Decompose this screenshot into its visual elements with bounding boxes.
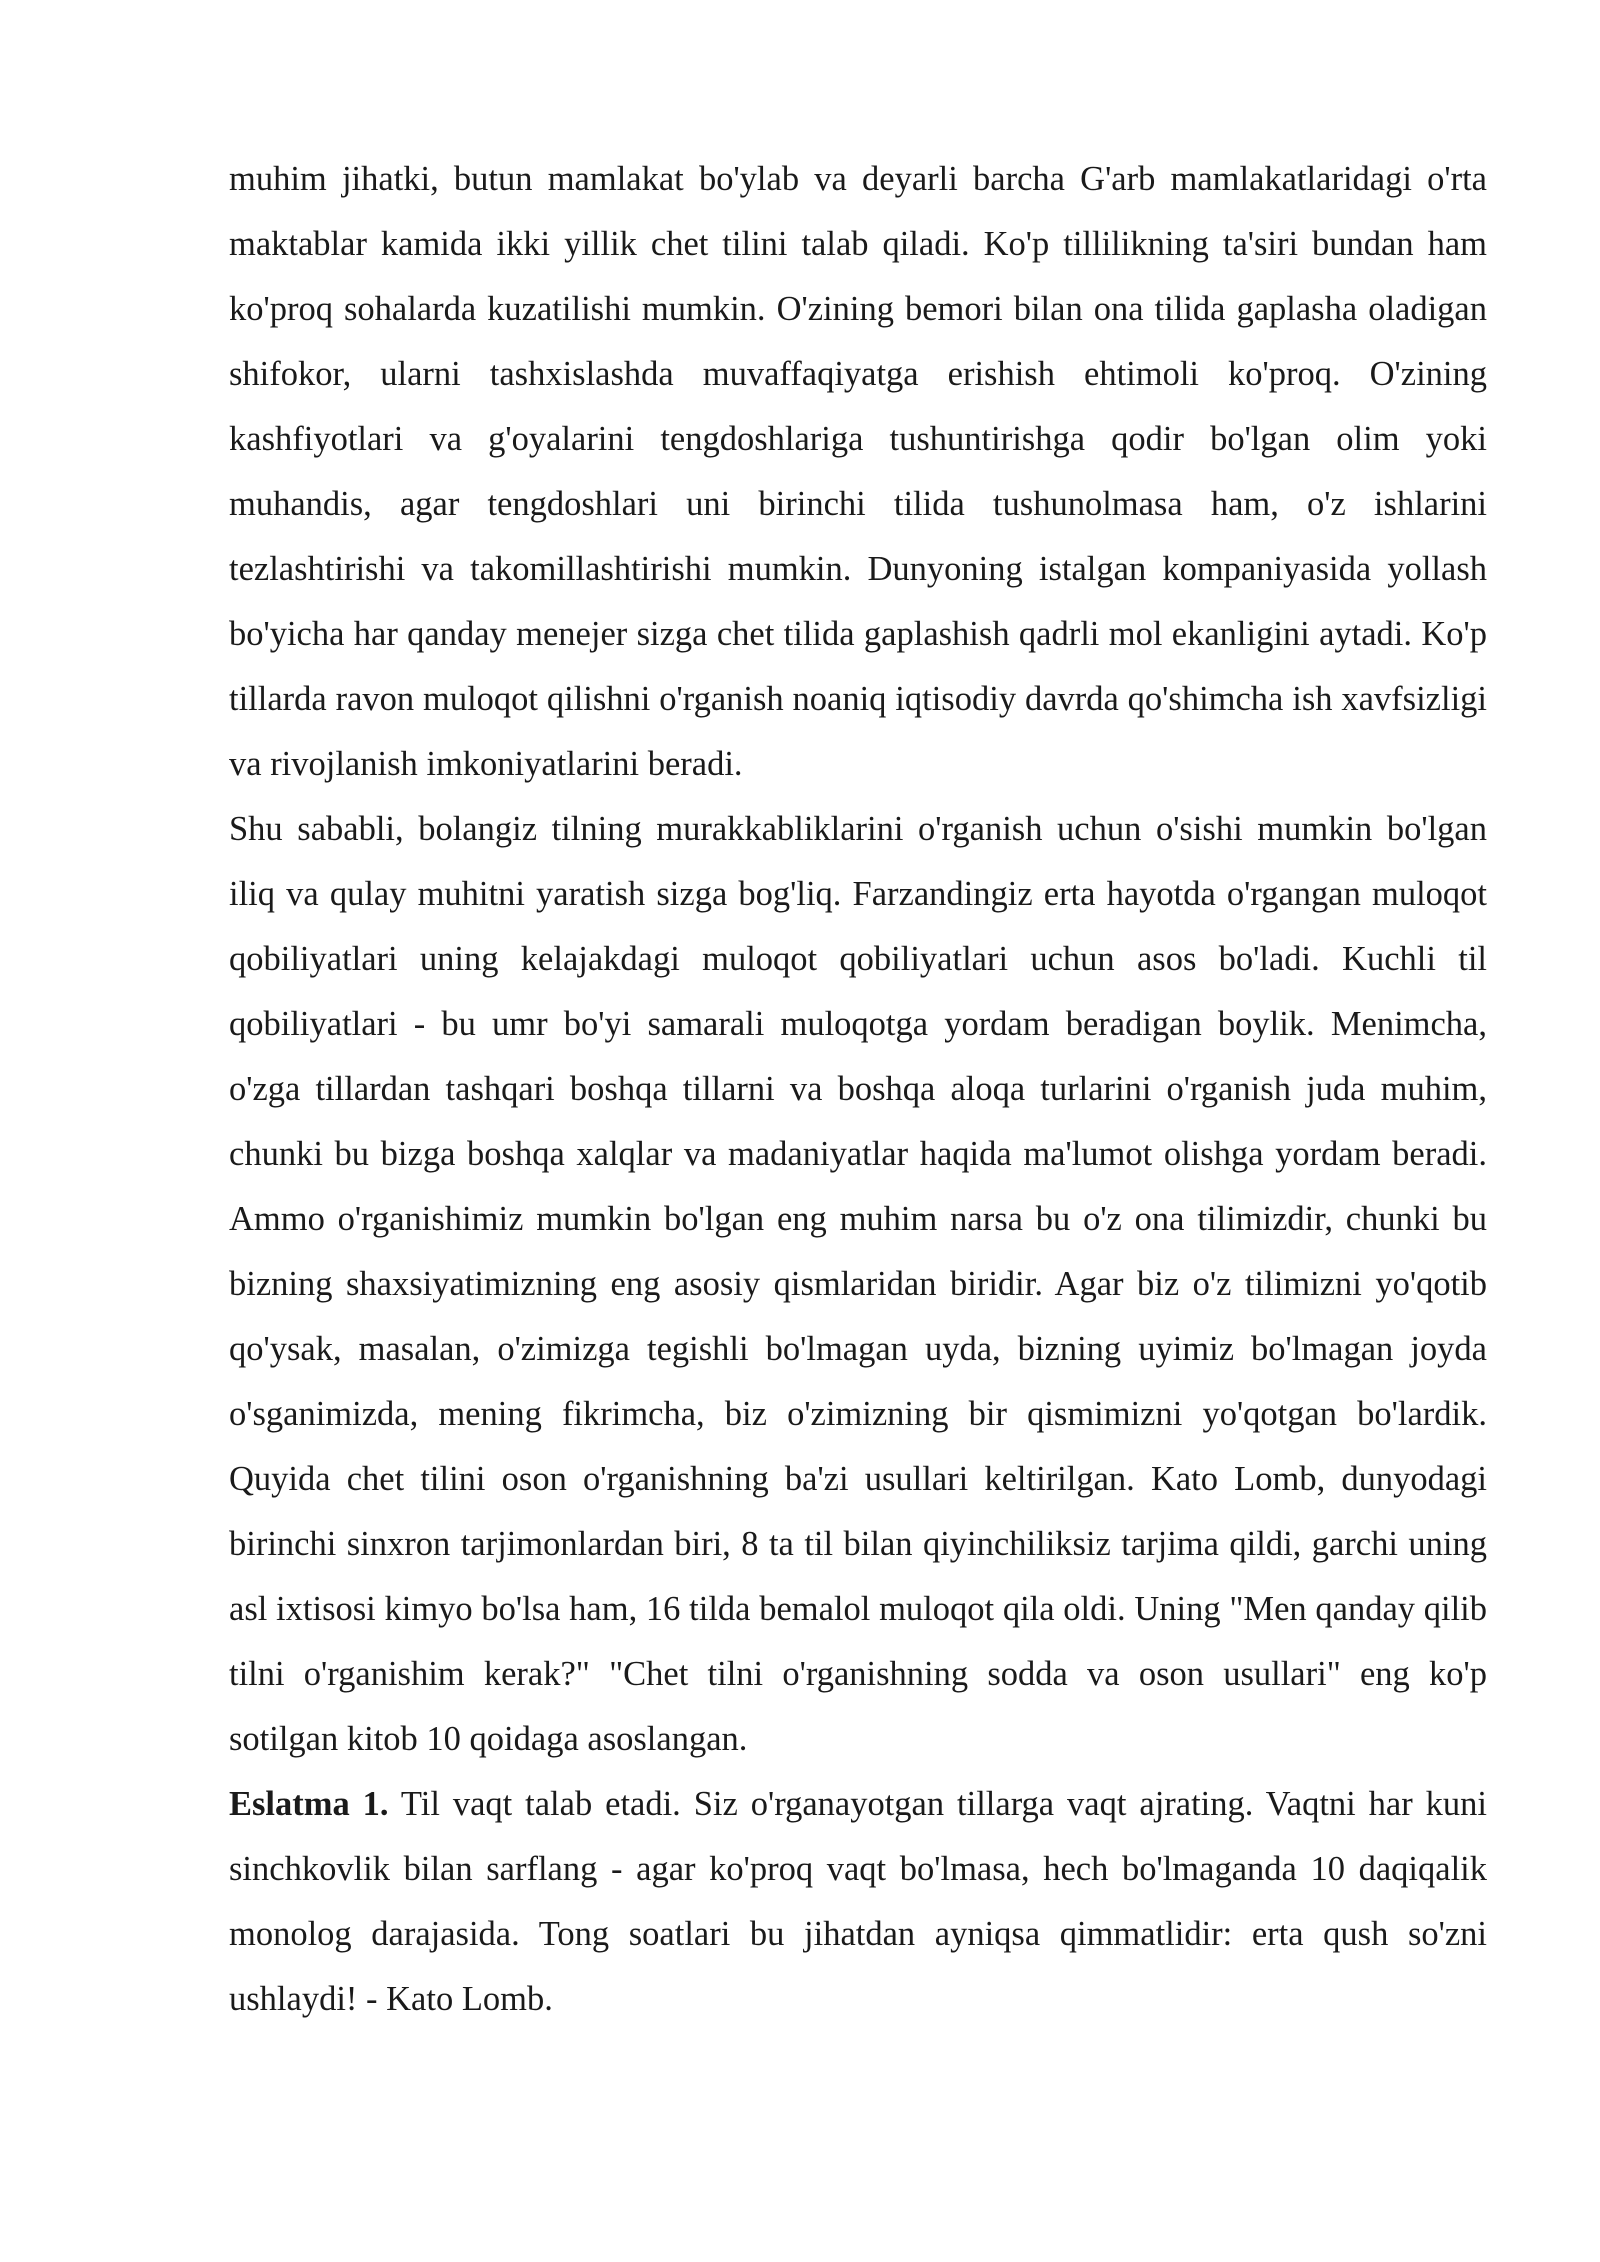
paragraph-native-language: Shu sababli, bolangiz tilning murakkabliklarini o'rganish uchun o'sishi mumkin bo'lgan iliq va qulay muhitni yaratish sizga bog'liq. Farzandingiz erta hayotda o'rgangan muloqot qobiliyatlari uning kelajakdagi muloqot qobiliyatlari uchun asos bo'ladi. Kuchli til qobiliyatlari - bu umr bo'yi samarali muloqotga yordam beradigan boylik. Menimcha, o'zga tillardan tashqari boshqa tillarni va boshqa aloqa turlarini o'rganish juda muhim, chunki bu bizga boshqa xalqlar va madaniyatlar haqida ma'lumot olishga yordam beradi. Ammo o'rganishimiz mumkin bo'lgan eng muhim narsa bu o'z ona tilimizdir, chunki bu bizning shaxsiyatimizning eng asosiy qismlaridan biridir. Agar biz o'z tilimizni yo'qotib qo'ysak, masalan, o'zimizga tegishli bo'lmagan uyda, bizning uyimiz bo'lmagan joyda o'sganimizda, mening fikrimcha, biz o'zimizning bir qismimizni yo'qotgan bo'lardik. Quyida chet tilini oson o'rganishning ba'zi usullari keltirilgan. Kato Lomb, dunyodagi birinchi sinxron tarjimonlardan biri, 8 ta til bilan qiyinchiliksiz tarjima qildi, garchi uning asl ixtisosi kimyo bo'lsa ham, 16 tilda bemalol muloqot qila oldi. Uning "Men qanday qilib tilni o'rganishim kerak?" "Chet tilni o'rganishning sodda va oson usullari" eng ko'p sotilgan kitob 10 qoidaga asoslangan. [229,810,1487,1758]
document-page [229,147,1487,2032]
paragraph-multilingualism-benefits: muhim jihatki, butun mamlakat bo'ylab va deyarli barcha G'arb mamlakatlaridagi o'rta maktablar kamida ikki yillik chet tilini talab qiladi. Ko'p tillilikning ta'siri bundan ham ko'proq sohalarda kuzatilishi mumkin. O'zining bemori bilan ona tilida gaplasha oladigan shifokor, ularni tashxislashda muvaffaqiyatga erishish ehtimoli ko'proq. O'zining kashfiyotlari va g'oyalarini tengdoshlariga tushuntirishga qodir bo'lgan olim yoki muhandis, agar tengdoshlari uni birinchi tilida tushunolmasa ham, o'z ishlarini tezlashtirishi va takomillashtirishi mumkin. Dunyoning istalgan kompaniyasida yollash bo'yicha har qanday menejer sizga chet tilida gaplashish qadrli mol ekanligini aytadi. Ko'p tillarda ravon muloqot qilishni o'rganish noaniq iqtisodiy davrda qo'shimcha ish xavfsizligi va rivojlanish imkoniyatlarini beradi. [229,160,1487,783]
note-text: Til vaqt talab etadi. Siz o'rganayotgan tillarga vaqt ajrating. Vaqtni har kuni sinchkovlik bilan sarflang - agar ko'proq vaqt bo'lmasa, hech bo'lmaganda 10 daqiqalik monolog darajasida. Tong soatlari bu jihatdan ayniqsa qimmatlidir: erta qush so'zni ushlaydi! - Kato Lomb. [229,1785,1488,2018]
note-label: Eslatma 1. [229,1785,389,1823]
note-paragraph [229,1772,1487,2032]
